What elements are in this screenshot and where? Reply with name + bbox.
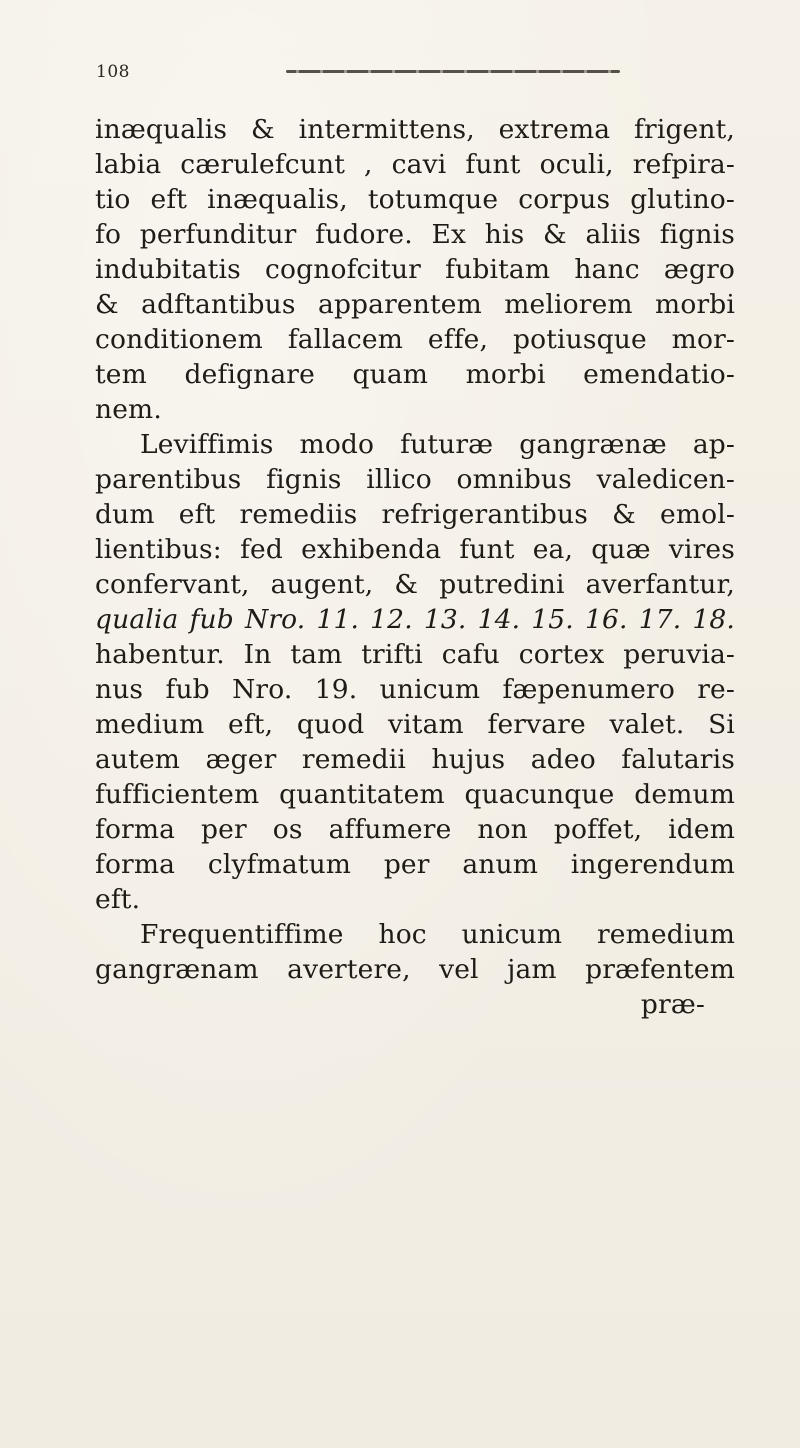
text-line: Leviffimis modo futuræ gangrænæ ap-: [140, 429, 735, 460]
text-line: tem defignare quam morbi emendatio-: [95, 359, 735, 390]
text-line: conditionem fallacem effe, potiusque mor-: [95, 324, 735, 355]
text-line: parentibus fignis illico omnibus valedicen-: [95, 464, 735, 495]
text-line: lientibus: fed exhibenda funt ea, quæ vires: [95, 534, 735, 565]
text-line: Frequentiffime hoc unicum remedium: [140, 919, 735, 950]
text-line: forma clyfmatum per anum ingerendum: [95, 849, 735, 880]
text-line: dum eft remediis refrigerantibus & emol-: [95, 499, 735, 530]
text-line: indubitatis cognofcitur fubitam hanc ægro: [95, 254, 735, 285]
text-line: nem.: [95, 394, 162, 425]
text-line: eft.: [95, 884, 141, 915]
text-line: medium eft, quod vitam fervare valet. Si: [95, 709, 735, 740]
text-line: inæqualis & intermittens, extrema frigent,: [95, 114, 735, 145]
catchword: præ-: [640, 989, 705, 1020]
text-line: forma per os affumere non poffet, idem: [95, 814, 735, 845]
text-line: habentur. In tam trifti cafu cortex peruvia-: [95, 639, 735, 670]
text-line: nus fub Nro. 19. unicum fæpenumero re-: [95, 674, 735, 705]
text-line: fufficientem quantitatem quacunque demum: [95, 779, 735, 810]
text-line: labia cærulefcunt , cavi funt oculi, refpira-: [95, 149, 735, 180]
page-number: 108: [96, 62, 130, 82]
text-line: autem æger remedii hujus adeo falutaris: [95, 744, 735, 775]
text-line: fo perfunditur fudore. Ex his & aliis fignis: [95, 219, 735, 250]
text-line: tio eft inæqualis, totumque corpus glutino-: [95, 184, 735, 215]
text-line: gangrænam avertere, vel jam præfentem: [95, 954, 735, 985]
text-line: & adftantibus apparentem meliorem morbi: [95, 289, 735, 320]
text-line: qualia fub Nro. 11. 12. 13. 14. 15. 16. 17. 18.: [95, 604, 735, 635]
page-header: [96, 62, 696, 82]
body-text: [95, 112, 735, 1022]
header-rule: [286, 70, 620, 73]
text-line: confervant, augent, & putredini averfantur,: [95, 569, 735, 600]
